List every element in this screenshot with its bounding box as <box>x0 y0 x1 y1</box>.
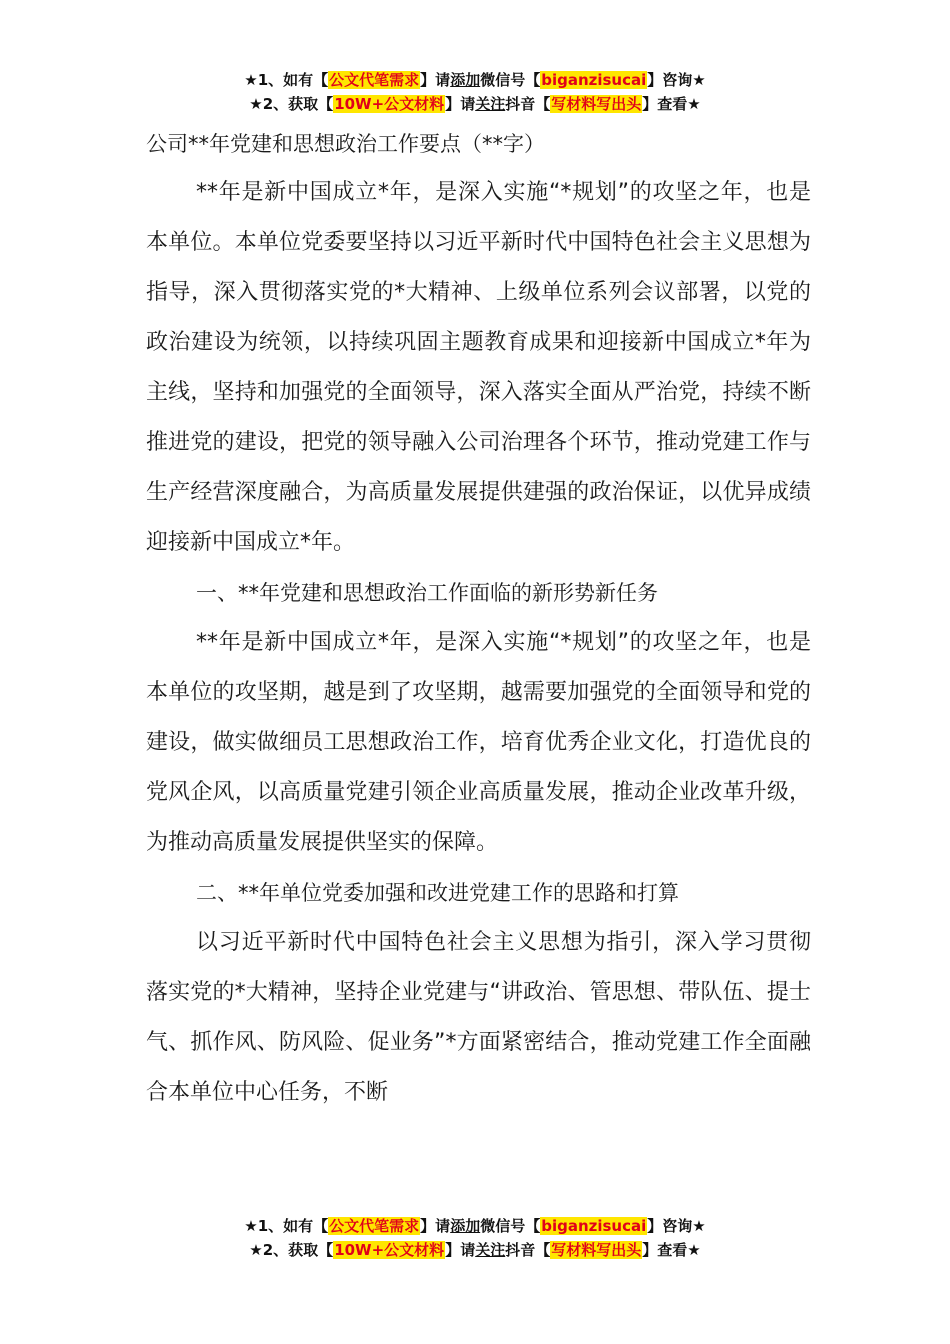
promo-text: 】咨询★ <box>647 71 706 89</box>
section-heading-1: 一、**年党建和思想政治工作面临的新形势新任务 <box>196 581 658 605</box>
promo-douyin-id: 写材料写出头 <box>551 95 642 113</box>
promo-text: 】查看★ <box>642 1241 701 1259</box>
promo-text: 微信号【 <box>480 1217 541 1235</box>
promo-banner-top <box>0 68 950 116</box>
promo-highlight: 公文代笔需求 <box>329 1217 420 1235</box>
promo-underlined-text: 关注 <box>475 95 506 113</box>
promo-text: ★1、如有【 <box>244 1217 329 1235</box>
promo-text: 】咨询★ <box>647 1217 706 1235</box>
promo-text: 】请 <box>445 1241 476 1259</box>
promo-text: 】请 <box>445 95 476 113</box>
promo-underlined-text: 添加 <box>450 1217 481 1235</box>
document-body <box>146 120 811 1118</box>
promo-text: ★2、获取【 <box>249 95 334 113</box>
section-2-paragraph: 以习近平新时代中国特色社会主义思想为指引，深入学习贯彻落实党的*大精神，坚持企业党建与“讲政治、管思想、带队伍、提士气、抓作风、防风险、促业务”*方面紧密结合，推动党建工作全面融合本单位中心任务，不断 <box>146 930 811 1105</box>
promo-highlight: 公文代笔需求 <box>329 71 420 89</box>
promo-underlined-text: 添加 <box>450 71 481 89</box>
section-heading-2: 二、**年单位党委加强和改进党建工作的思路和打算 <box>196 881 679 905</box>
section-1-paragraph: **年是新中国成立*年，是深入实施“*规划”的攻坚之年，也是本单位的攻坚期，越是到了攻坚期，越需要加强党的全面领导和党的建设，做实做细员工思想政治工作，培育优秀企业文化，打造优良的党风企风，以高质量党建引领企业高质量发展，推动企业改革升级，为推动高质量发展提供坚实的保障。 <box>146 630 811 855</box>
promo-wechat-id: biganzisucai <box>541 71 647 89</box>
promo-line-2 <box>0 92 950 116</box>
promo-wechat-id: biganzisucai <box>541 1217 647 1235</box>
intro-paragraph: **年是新中国成立*年，是深入实施“*规划”的攻坚之年，也是本单位。本单位党委要坚持以习近平新时代中国特色社会主义思想为指导，深入贯彻落实党的*大精神、上级单位系列会议部署，以党的政治建设为统领，以持续巩固主题教育成果和迎接新中国成立*年为主线，坚持和加强党的全面领导，深入落实全面从严治党，持续不断推进党的建设，把党的领导融入公司治理各个环节，推动党建工作与生产经营深度融合，为高质量发展提供建强的政治保证，以优异成绩迎接新中国成立*年。 <box>146 180 811 555</box>
promo-highlight: 10W+公文材料 <box>334 1241 445 1259</box>
promo-text: 抖音【 <box>505 1241 551 1259</box>
promo-text: ★2、获取【 <box>249 1241 334 1259</box>
promo-line-1 <box>0 68 950 92</box>
promo-text: 抖音【 <box>505 95 551 113</box>
promo-highlight: 10W+公文材料 <box>334 95 445 113</box>
promo-line-1 <box>0 1214 950 1238</box>
promo-text: 】请 <box>420 1217 451 1235</box>
promo-text: 】查看★ <box>642 95 701 113</box>
promo-douyin-id: 写材料写出头 <box>551 1241 642 1259</box>
promo-text: 】请 <box>420 71 451 89</box>
document-title: 公司**年党建和思想政治工作要点（**字） <box>146 132 545 156</box>
promo-text: 微信号【 <box>480 71 541 89</box>
promo-banner-bottom <box>0 1214 950 1262</box>
promo-line-2 <box>0 1238 950 1262</box>
promo-text: ★1、如有【 <box>244 71 329 89</box>
promo-underlined-text: 关注 <box>475 1241 506 1259</box>
